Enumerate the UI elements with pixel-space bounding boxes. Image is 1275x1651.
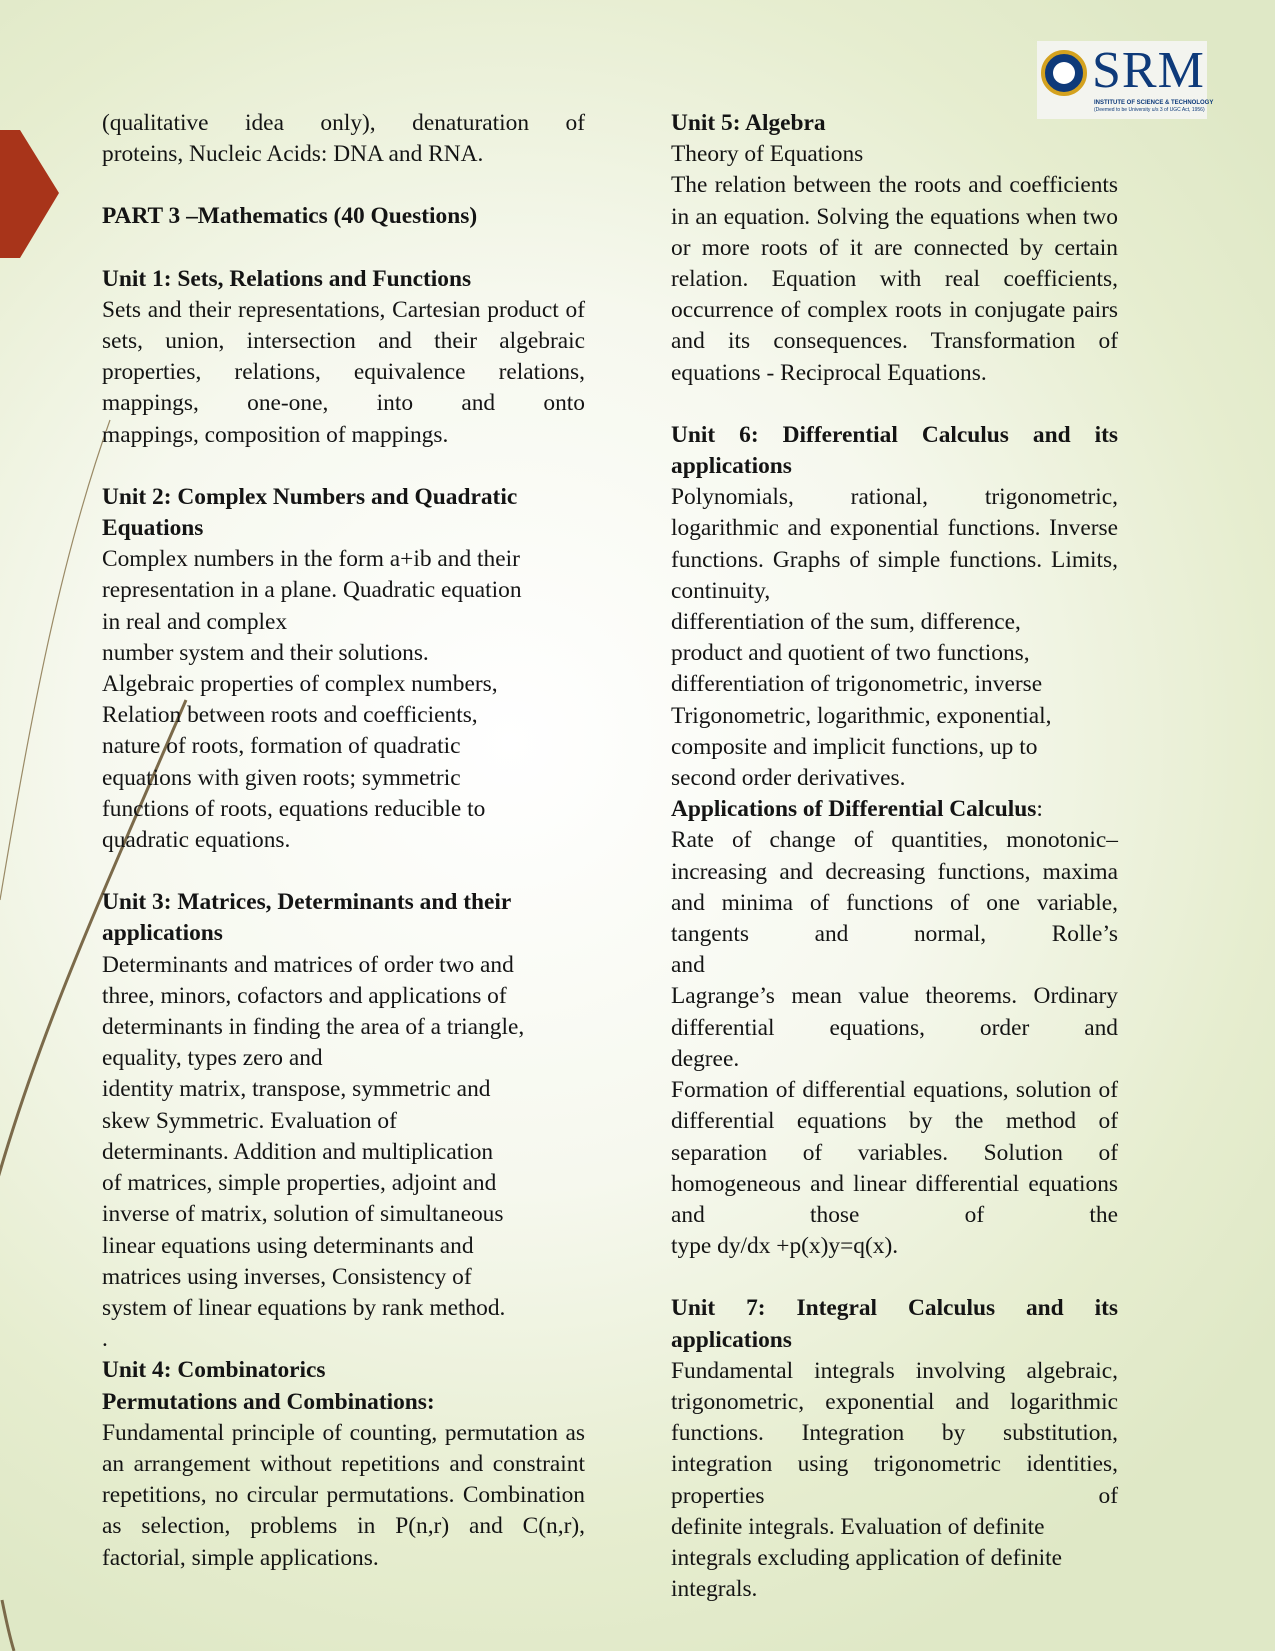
text-line: integrals excluding application of definite — [671, 1544, 1063, 1571]
decorative-curve-thin — [0, 420, 110, 900]
unit-heading: Unit 6: Differential Calculus and its applications — [671, 421, 1118, 480]
unit-heading: Unit 1: Sets, Relations and Functions — [102, 265, 472, 292]
text-paragraph: Determinants and matrices of order two and three, minors, cofactors and applications of determinants in finding the area of a triangle, equality, types zero and identity matrix, transpose, symmetric and skew Symmetric. Evaluation of determinants. Addition and multiplication of matrices, simple properties, adjoint and inverse of matrix, solution of simultaneous linear equations using determinants and matrices using inverses, Consistency of system of linear equations by rank method. . — [102, 951, 525, 1353]
logo-subtitle: INSTITUTE OF SCIENCE & TECHNOLOGY — [1094, 100, 1214, 106]
text-line: type dy/dx +p(x)y=q(x). — [671, 1233, 899, 1260]
text-paragraph: Sets and their representations, Cartesian product of sets, union, intersection and their algebraic properties, relations, equivalence relations, mappings, one-one, into and onto — [102, 296, 585, 417]
applications-title: Applications of Differential Calculus — [671, 796, 1037, 823]
unit-heading: Unit 2: Complex Numbers and Quadratic Equations — [102, 483, 518, 542]
sub-heading: Permutations and Combinations: — [102, 1388, 435, 1415]
text-line: second order derivatives. — [671, 765, 906, 792]
unit-heading: Unit 5: Algebra — [671, 110, 826, 136]
text-paragraph: Lagrange’s mean value theorems. Ordinary differential equations, order and — [671, 983, 1118, 1041]
text-paragraph: Fundamental principle of counting, permutation as an arrangement without repetitions and constraint repetitions, no circular permutations. Combination as selection, problems in P(n,r) and C(n,r), — [102, 1419, 585, 1540]
unit-heading: Unit 3: Matrices, Determinants and their applications — [102, 889, 511, 947]
text-line: and — [671, 952, 705, 979]
applications-colon: : — [1036, 796, 1043, 823]
decorative-curve-bottom — [2, 1600, 14, 1651]
text-line: definite integrals. Evaluation of definite — [671, 1513, 1045, 1540]
text-line: product and quotient of two functions, — [671, 640, 1030, 667]
unit-heading: Unit 7: Integral Calculus and its applications — [671, 1295, 1118, 1353]
text-paragraph: Formation of differential equations, solution of differential equations by the method of separation of variables. Solution of homogeneous and linear differential equations and those of the — [671, 1077, 1118, 1228]
right-column — [671, 108, 1118, 1605]
text-line: degree. — [671, 1045, 740, 1072]
logo-wordmark: SRM — [1092, 42, 1205, 99]
text-paragraph: factorial, simple applications. — [102, 1544, 379, 1571]
text-line: composite and implicit functions, up to — [671, 733, 1038, 760]
text-line: differentiation of the sum, difference, — [671, 609, 1021, 636]
left-column — [102, 108, 585, 1574]
sub-heading: Theory of Equations — [671, 141, 864, 168]
text-paragraph: Rate of change of quantities, monotonic– increasing and decreasing functions, maxima and minima of functions of one variable, tangents and normal, Rolle’s — [671, 827, 1118, 948]
text-paragraph: Fundamental integrals involving algebraic, trigonometric, exponential and logarithmic functions. Integration by substitution, integration using trigonometric identities, properties of — [671, 1357, 1118, 1509]
text-paragraph: proteins, Nucleic Acids: DNA and RNA. — [102, 141, 484, 168]
text-paragraph: The relation between the roots and coefficients in an equation. Solving the equations when two or more roots of it are connected by certain relation. Equation with real coefficients, occurrence of complex roots in conjugate pairs and its consequences. Transformation of — [671, 172, 1118, 355]
text-line: integrals. — [671, 1576, 758, 1603]
text-paragraph: (qualitative idea only), denaturation of — [102, 110, 585, 136]
section-heading: PART 3 –Mathematics (40 Questions) — [102, 203, 478, 230]
red-arrow-tab — [0, 130, 59, 258]
logo-subtitle-2: (Deemed to be University u/s 3 of UGC Act, 1956) — [1094, 107, 1205, 113]
applications-heading — [671, 794, 1118, 825]
text-paragraph: Polynomials, rational, trigonometric, logarithmic and exponential functions. Inverse functions. Graphs of simple functions. Limits, continuity, — [671, 484, 1118, 604]
text-paragraph: equations - Reciprocal Equations. — [671, 359, 987, 386]
srm-seal-icon — [1041, 50, 1087, 96]
text-line: Trigonometric, logarithmic, exponential, — [671, 702, 1052, 729]
text-paragraph: Complex numbers in the form a+ib and their representation in a plane. Quadratic equation in real and complex number system and their solutions. Algebraic properties of complex numbers, Relation between roots and coefficients, nature of roots, formation of quadratic equations with given roots; symmetric functions of roots, equations reducible to quadratic equations. — [102, 546, 522, 854]
text-paragraph: mappings, composition of mappings. — [102, 421, 449, 448]
unit-heading: Unit 4: Combinatorics — [102, 1357, 326, 1384]
text-line: differentiation of trigonometric, inverse — [671, 671, 1043, 698]
